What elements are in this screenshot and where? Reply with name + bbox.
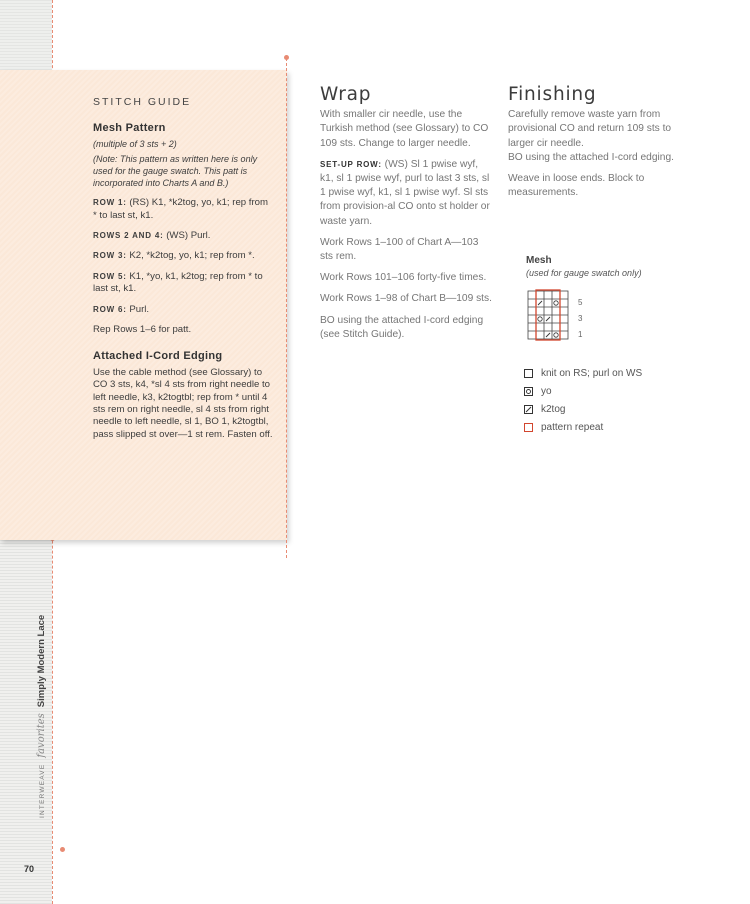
rule-marker [60, 847, 65, 852]
red-square-icon [524, 423, 533, 432]
legend-item: knit on RS; purl on WS [524, 364, 642, 382]
series-name: favorites [36, 713, 47, 758]
wrap-section [320, 84, 492, 349]
row-instruction: ROW 1: (RS) K1, *k2tog, yo, k1; rep from * to last st, k1. [93, 197, 268, 221]
legend-item: yo [524, 382, 642, 400]
yo-symbol [554, 333, 558, 337]
row-instruction: ROW 6: Purl. [93, 303, 150, 315]
page-number: 70 [24, 864, 35, 874]
finishing-section [508, 84, 680, 207]
row-label: 3 [578, 314, 583, 323]
finishing-heading: Finishing [508, 84, 597, 105]
empty-square-icon [524, 369, 533, 378]
icord-title: Attached I-Cord Edging [93, 350, 223, 363]
guide-dashed-rule [286, 58, 287, 558]
row-instruction: ROW 5: K1, *yo, k1, k2tog; rep from * to last st, k1. [93, 270, 263, 295]
repeat-instruction: Rep Rows 1–6 for patt. [93, 324, 192, 336]
wrap-paragraph: Work Rows 1–98 of Chart B—109 sts. [320, 293, 492, 305]
legend-item: k2tog [524, 400, 642, 418]
publisher-name: INTERWEAVE [39, 763, 46, 818]
finishing-paragraph: Weave in loose ends. Block to measurements. [508, 173, 645, 199]
k2tog-slash-icon [524, 405, 533, 414]
wrap-paragraph: Work Rows 101–106 forty-five times. [320, 272, 487, 284]
row-instruction: ROWS 2 AND 4: (WS) Purl. [93, 230, 211, 241]
mesh-multiple: (multiple of 3 sts + 2) [93, 138, 177, 149]
row-label: 1 [578, 330, 583, 339]
k2tog-symbol [538, 301, 542, 305]
stitch-guide [93, 96, 273, 449]
finishing-paragraph: BO using the attached I-cord edging. [508, 151, 674, 163]
chart-title: Mesh [526, 255, 552, 266]
yo-symbol [554, 301, 558, 305]
chart-legend [524, 364, 642, 436]
wrap-paragraph: With smaller cir needle, use the Turkish method (see Glossary) to CO 109 sts. Change to larger needle. [320, 109, 489, 149]
chart-grid [526, 289, 606, 345]
mesh-chart [526, 255, 696, 339]
stitch-guide-heading: STITCH GUIDE [93, 96, 192, 108]
book-title: Simply Modern Lace [36, 614, 47, 708]
yo-symbol [538, 317, 542, 321]
setup-row-paragraph: SET-UP ROW: (WS) Sl 1 pwise wyf, k1, sl 1 pwise wyf, purl to last 3 sts, sl 1 pwise wyf, k1, sl 1 pwise wyf. Sl sts from provision-al CO onto st holder or waste yarn. [320, 158, 490, 227]
rule-marker [284, 55, 289, 60]
k2tog-symbol [546, 317, 550, 321]
k2tog-symbol [546, 333, 550, 337]
wrap-paragraph: BO using the attached I-cord edging (see Stitch Guide). [320, 314, 484, 340]
wrap-paragraph: Work Rows 1–100 of Chart A—103 sts rem. [320, 236, 479, 263]
row-instruction: ROW 3: K2, *k2tog, yo, k1; rep from *. [93, 250, 255, 262]
wrap-heading: Wrap [320, 84, 372, 105]
row-label: 5 [578, 298, 583, 307]
chart-subtitle: (used for gauge swatch only) [526, 268, 642, 278]
legend-item: pattern repeat [524, 418, 642, 436]
mesh-note: (Note: This pattern as written here is only used for the gauge swatch. This patt is incorporated into Charts A and B.) [93, 154, 258, 188]
mesh-pattern-title: Mesh Pattern [93, 122, 166, 135]
yo-circle-icon [524, 387, 533, 396]
finishing-paragraph: Carefully remove waste yarn from provisional CO and return 109 sts to larger cir needle. [508, 109, 672, 149]
running-title [36, 615, 47, 818]
icord-instructions: Use the cable method (see Glossary) to CO 3 sts, k4, *sl 4 sts from right needle to left needle, k3, k2togtbl; rep from * until 4 sts rem on right needle, sl 4 sts from right needle to left needle, sl 1, BO 1, k2togtbl, pass slipped st over—1 st rem. Fasten off. [93, 366, 273, 440]
